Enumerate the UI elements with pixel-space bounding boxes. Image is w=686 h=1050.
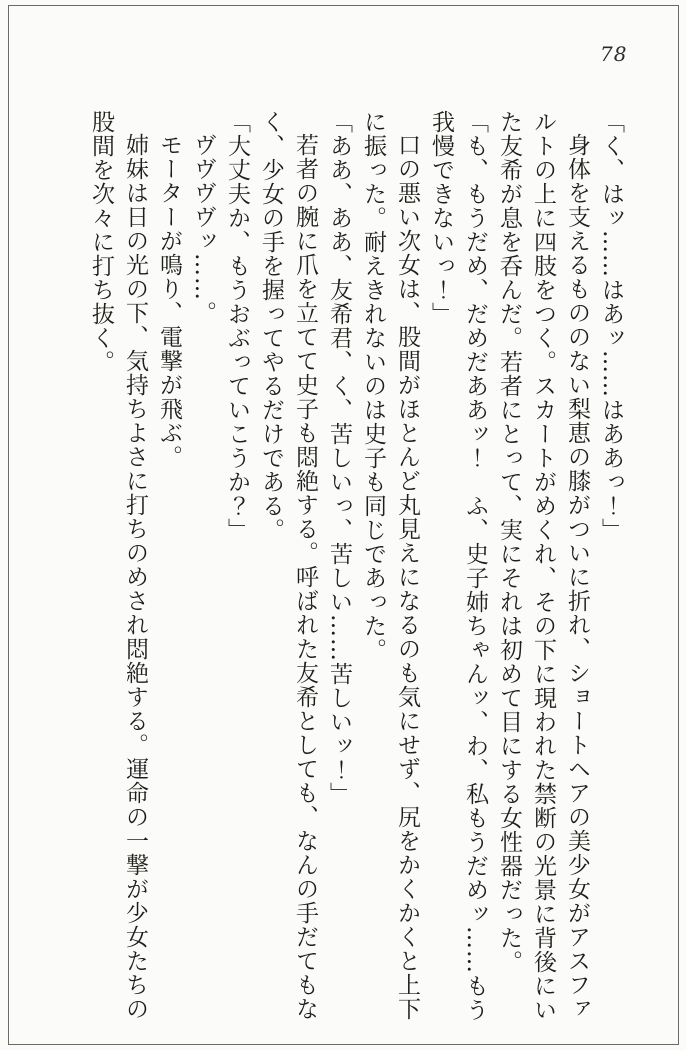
paragraph-dialogue: 「く、はッ……はあッ……はああっ！」 (598, 110, 624, 542)
paragraph-narrative: ヴヴヴヴッ……。 (190, 133, 216, 325)
paragraph-narrative: 身体を支えるもののない梨恵の膝がついに折れ、ショートヘアの美少女がアスファルトの上に四肢をつく。スカートがめくれ、その下に現われた禁断の光景に背後にいた友希が息を呑んだ。若者にとって、実にそれは初めて目にする女性器だった。 (496, 110, 590, 1022)
paragraph-narrative: 若者の腕に爪を立てて史子も悶絶する。呼ばれた友希としても、なんの手だてもなく、少女の手を握ってやるだけである。 (258, 110, 318, 1021)
paragraph-dialogue: 「大丈夫か、もうおぶっていこうか？」 (224, 110, 250, 542)
paragraph-narrative: 口の悪い次女は、股間がほとんど丸見えになるのも気にせず、尻をかくかくと上下に振った。耐えきれないのは史子も同じであった。 (360, 110, 420, 1021)
paragraph-dialogue: 「ああ、ああ、友希君、く、苦しいっ、苦しい……苦しいッ！」 (326, 110, 352, 806)
paragraph-narrative: 姉妹は日の光の下、気持ちよさに打ちのめされ悶絶する。運命の一撃が少女たちの股間を次々に打ち抜く。 (88, 110, 148, 1021)
page-number: 78 (600, 42, 628, 66)
text-block (84, 110, 628, 1026)
paragraph-narrative: モーターが鳴り、電撃が飛ぶ。 (156, 133, 182, 469)
paragraph-dialogue: 「も、もうだめ、だめだああッ！ ふ、史子姉ちゃんッ、わ、私もうだめッ……もう我慢できないっ！」 (428, 110, 488, 1022)
